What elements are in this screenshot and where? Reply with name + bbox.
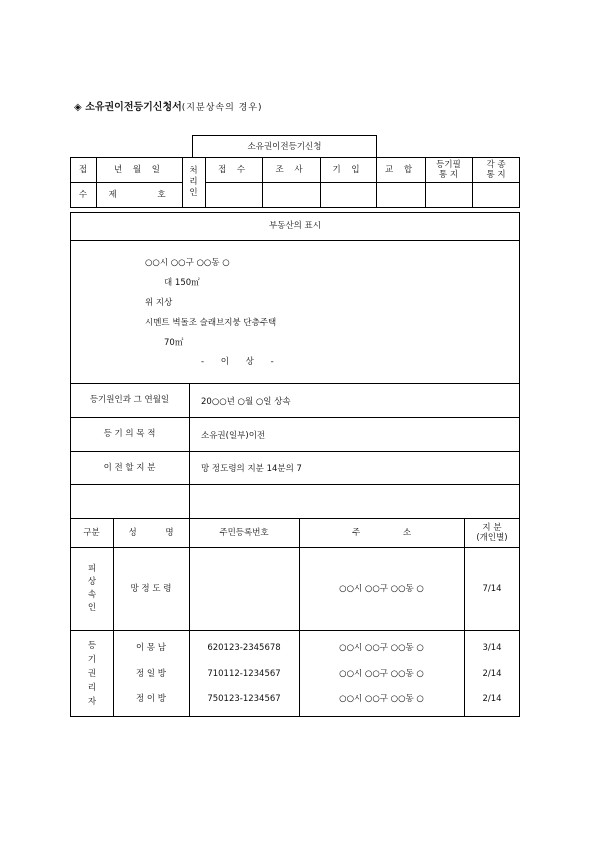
decedent-category: 피상속인 — [87, 563, 97, 613]
claimant-2-share: 2/14 — [482, 669, 502, 679]
receipt-jeop: 접 — [78, 164, 88, 175]
property-line-building: 시멘트 벽돌조 슬래브지붕 단층주택 — [145, 318, 277, 328]
receipt-header-4: 교 합 — [384, 164, 417, 175]
claimant-1-address: ○○시 ○○구 ○○동 ○ — [339, 643, 424, 653]
receipt-su: 수 — [78, 190, 88, 200]
people-header-address: 주 소 — [351, 527, 412, 538]
document-title — [74, 98, 263, 113]
receipt-header-6: 각 종 통 지 — [486, 159, 506, 180]
decedent-name: 망 정 도 령 — [130, 583, 172, 594]
claimants-category: 등기권리자 — [87, 640, 97, 707]
receipt-je-label: 제 호 — [108, 190, 170, 200]
people-header-category: 구분 — [83, 527, 100, 538]
property-line-land: 대 150㎡ — [164, 278, 200, 288]
claimant-3-name: 정 이 방 — [135, 694, 167, 704]
people-header-share: 지 분 (개인별) — [476, 522, 508, 543]
field-value-share: 망 정도령의 지분 14분의 7 — [201, 464, 302, 474]
claimant-3-share: 2/14 — [482, 694, 502, 704]
title-bullet: ◈ — [74, 102, 82, 113]
property-line-area: 70㎡ — [164, 338, 184, 348]
property-line-end: - 이 상 - — [201, 357, 274, 367]
claimant-1-share: 3/14 — [482, 643, 502, 653]
claimant-2-address: ○○시 ○○구 ○○동 ○ — [339, 669, 424, 679]
receipt-header-1: 접 수 — [217, 164, 250, 175]
field-value-cause: 20○○년 ○월 ○일 상속 — [201, 397, 291, 407]
receipt-header-5: 등기필 통 지 — [436, 159, 461, 180]
receipt-header-2: 조 사 — [275, 164, 307, 175]
field-label-share: 이 전 할 지 분 — [103, 462, 156, 473]
receipt-processor: 처리인 — [189, 166, 198, 198]
title-sub: (지분상속의 경우) — [181, 103, 263, 113]
claimant-2-rrn: 710112-1234567 — [207, 669, 281, 679]
claimant-1-name: 이 몽 남 — [135, 643, 167, 653]
receipt-top-label: 소유권이전등기신청 — [247, 141, 322, 152]
property-line-address: ○○시 ○○구 ○○동 ○ — [145, 258, 230, 268]
field-label-cause: 등기원인과 그 연월일 — [89, 395, 170, 405]
claimant-3-address: ○○시 ○○구 ○○동 ○ — [339, 694, 424, 704]
receipt-date-label: 년 월 일 — [113, 164, 165, 175]
property-line-above: 위 지상 — [145, 298, 173, 308]
claimant-3-rrn: 750123-1234567 — [207, 694, 281, 704]
field-label-purpose: 등 기 의 목 적 — [103, 429, 156, 439]
people-header-rrn: 주민등록번호 — [219, 527, 269, 538]
claimant-2-name: 정 일 방 — [135, 669, 167, 679]
claimant-1-rrn: 620123-2345678 — [207, 643, 281, 653]
decedent-share: 7/14 — [482, 583, 502, 594]
decedent-rrn — [189, 547, 299, 630]
property-header: 부동산의 표시 — [269, 221, 321, 231]
field-label-blank — [70, 484, 189, 518]
receipt-header-3: 기 입 — [332, 164, 364, 175]
field-value-purpose: 소유권(일부)이전 — [201, 431, 266, 441]
decedent-address: ○○시 ○○구 ○○동 ○ — [339, 583, 424, 594]
title-main: 소유권이전등기신청서 — [85, 102, 182, 113]
people-header-name: 성 명 — [128, 527, 174, 538]
